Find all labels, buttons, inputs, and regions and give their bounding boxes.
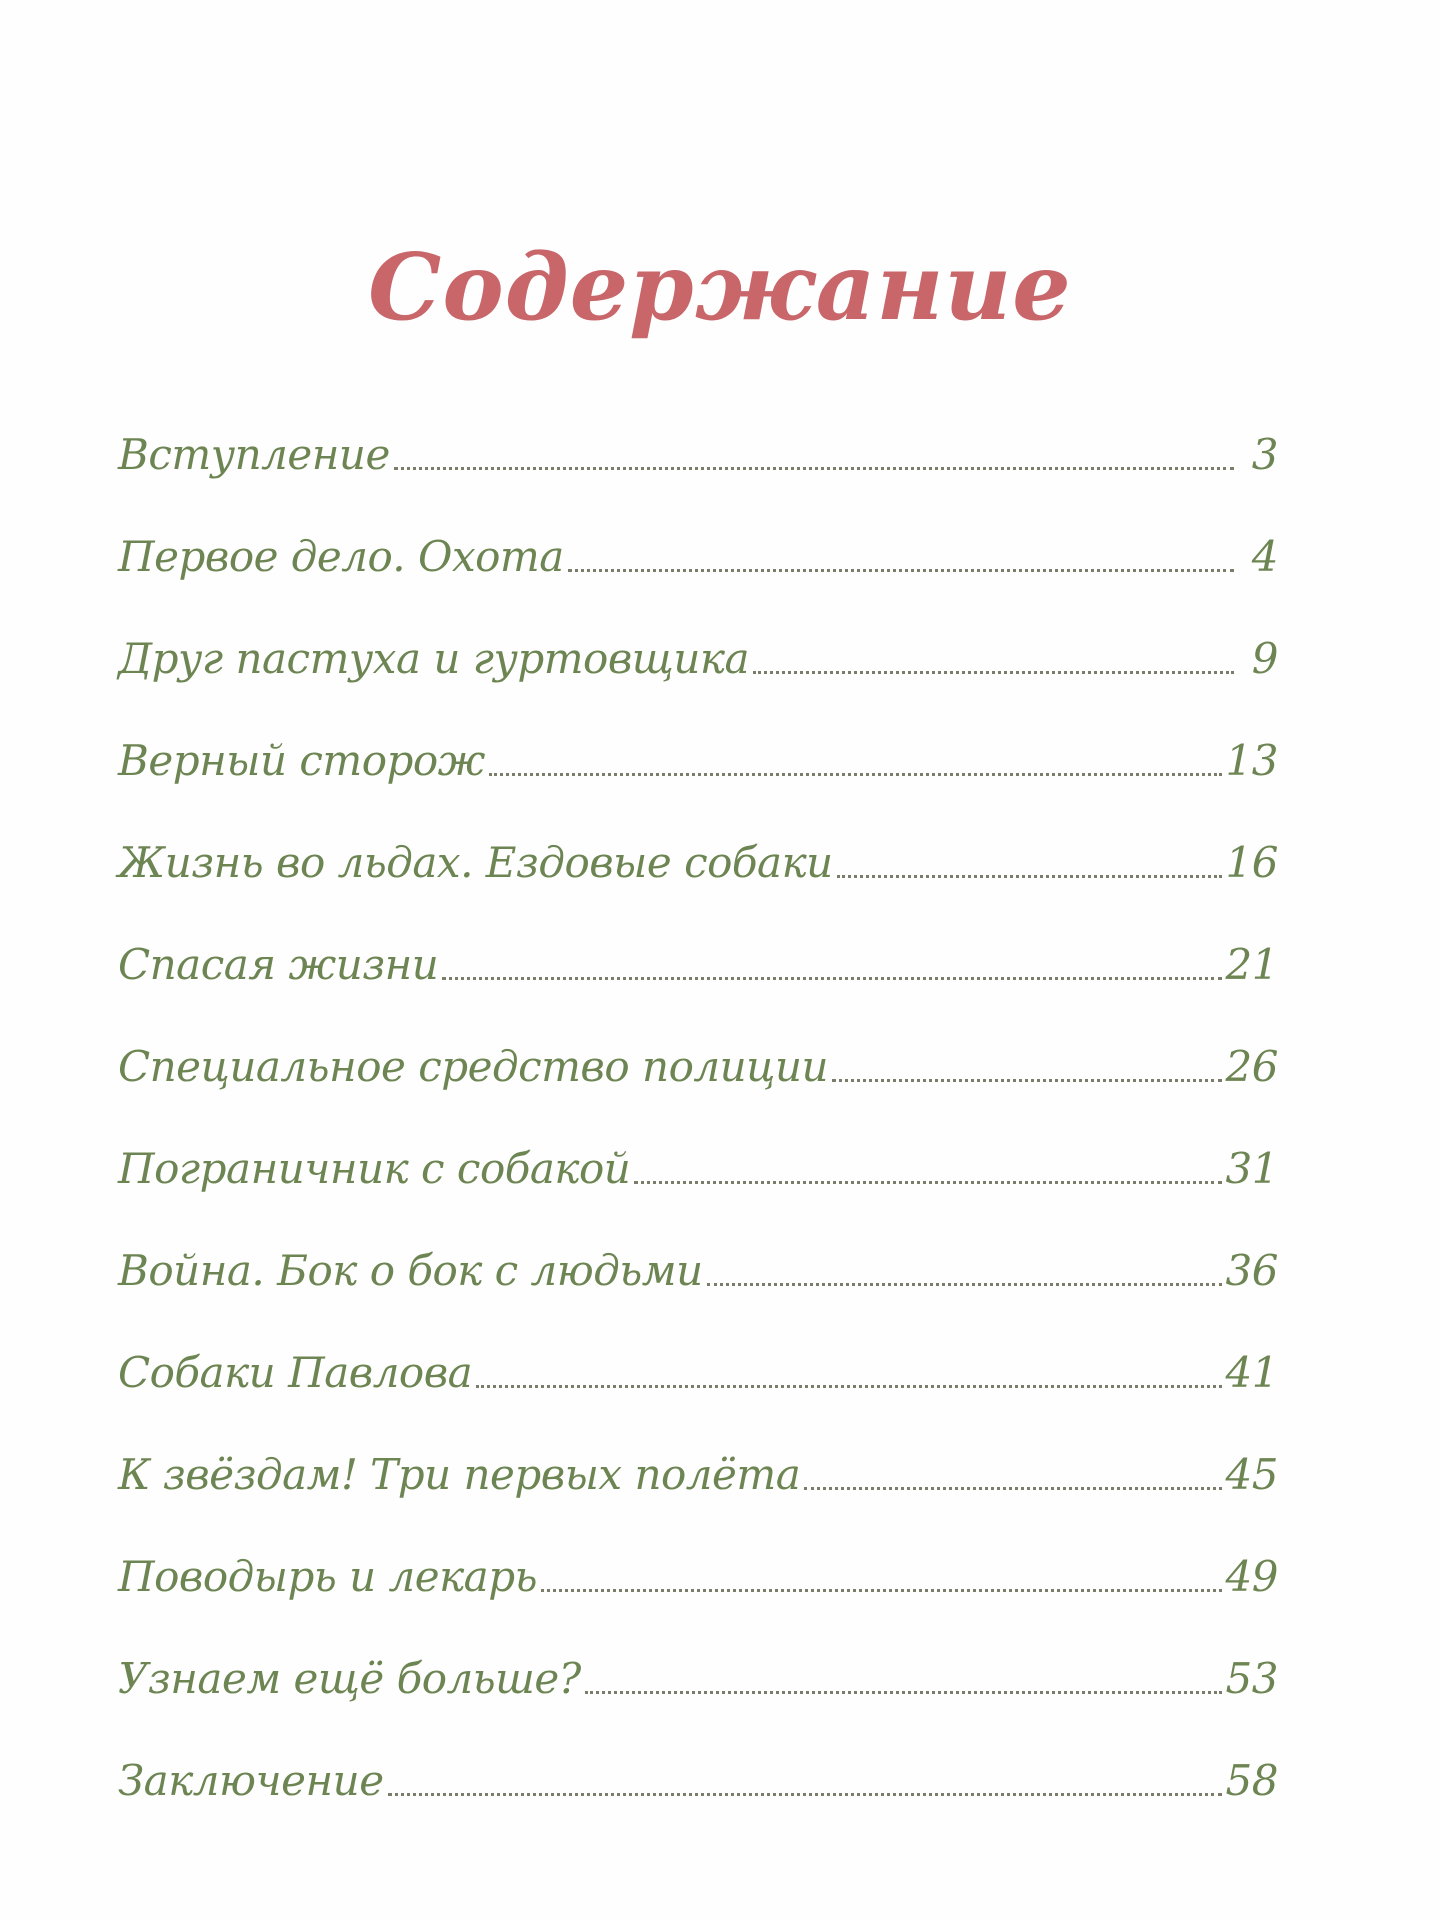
toc-entry-page: 3 [1251, 430, 1278, 479]
toc-entry [118, 482, 1278, 584]
toc-entry-title: К звёздам! Три первых полёта [118, 1450, 801, 1499]
toc-entry-page: 21 [1225, 940, 1278, 989]
toc-dot-leader [832, 1079, 1221, 1082]
toc-dot-leader [707, 1283, 1222, 1286]
toc-entry-page: 45 [1225, 1450, 1278, 1499]
page-title: Содержание [368, 232, 1072, 341]
toc-entry-title: Поводырь и лекарь [118, 1552, 537, 1601]
toc-entry [118, 1298, 1278, 1400]
toc-entry [118, 1400, 1278, 1502]
toc-entry-title: Друг пастуха и гуртовщика [118, 634, 749, 683]
toc-dot-leader [394, 467, 1234, 470]
toc-dot-leader [541, 1589, 1222, 1592]
toc-dot-leader [585, 1691, 1222, 1694]
toc-entry-title: Жизнь во льдах. Ездовые собаки [118, 838, 833, 887]
toc-entry-page: 16 [1225, 838, 1278, 887]
toc-dot-leader [804, 1487, 1221, 1490]
toc-dot-leader [476, 1385, 1221, 1388]
toc-entry-page: 58 [1225, 1756, 1278, 1805]
toc-entry [118, 992, 1278, 1094]
toc-entry-title: Заключение [118, 1756, 384, 1805]
toc-entry-page: 41 [1225, 1348, 1278, 1397]
toc-entry-title: Собаки Павлова [118, 1348, 473, 1397]
toc-dot-leader [489, 773, 1222, 776]
toc-entry-page: 49 [1225, 1552, 1278, 1601]
table-of-contents [118, 380, 1278, 1808]
toc-entry [118, 686, 1278, 788]
toc-entry [118, 1094, 1278, 1196]
toc-entry [118, 1196, 1278, 1298]
toc-entry-page: 4 [1251, 532, 1278, 581]
toc-entry-title: Верный сторож [118, 736, 485, 785]
toc-entry-page: 36 [1225, 1246, 1278, 1295]
toc-entry [118, 380, 1278, 482]
toc-dot-leader [634, 1181, 1221, 1184]
toc-entry-page: 26 [1225, 1042, 1278, 1091]
toc-entry [118, 1706, 1278, 1808]
toc-entry-page: 13 [1225, 736, 1278, 785]
toc-entry-title: Вступление [118, 430, 390, 479]
toc-entry-page: 9 [1251, 634, 1278, 683]
toc-dot-leader [442, 977, 1221, 980]
toc-entry [118, 890, 1278, 992]
toc-entry-page: 53 [1225, 1654, 1278, 1703]
toc-entry [118, 1604, 1278, 1706]
toc-entry-title: Специальное средство полиции [118, 1042, 829, 1091]
toc-entry [118, 584, 1278, 686]
toc-dot-leader [388, 1793, 1222, 1796]
toc-entry [118, 1502, 1278, 1604]
toc-entry [118, 788, 1278, 890]
toc-dot-leader [753, 671, 1234, 674]
toc-entry-title: Спасая жизни [118, 940, 439, 989]
toc-entry-page: 31 [1225, 1144, 1278, 1193]
toc-entry-title: Узнаем ещё больше? [118, 1654, 581, 1703]
toc-dot-leader [837, 875, 1222, 878]
toc-dot-leader [568, 569, 1234, 572]
toc-entry-title: Война. Бок о бок с людьми [118, 1246, 703, 1295]
toc-entry-title: Пограничник с собакой [118, 1144, 631, 1193]
toc-entry-title: Первое дело. Охота [118, 532, 564, 581]
